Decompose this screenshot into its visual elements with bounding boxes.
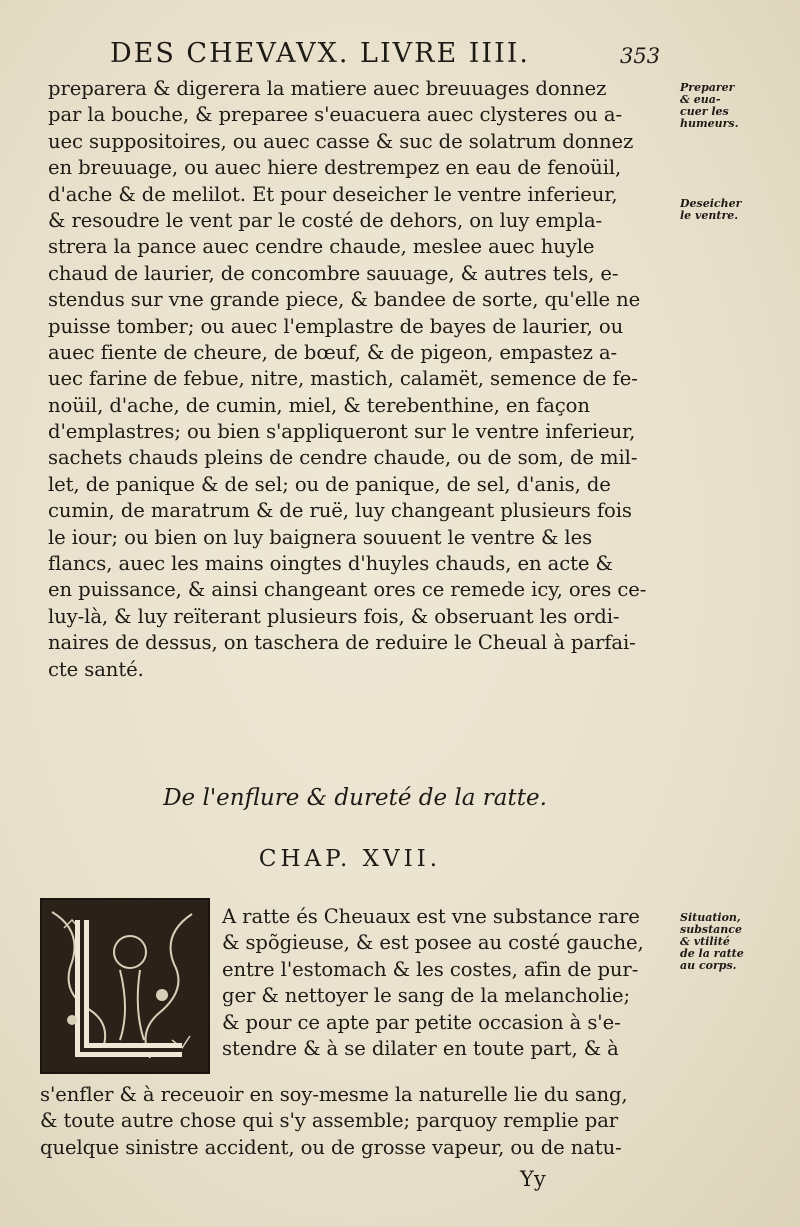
text-line: s'enfler & à receuoir en soy-mesme la naturelle lie du sang, [40, 1083, 628, 1106]
text-line: stendre & à se dilater en toute part, & à [222, 1036, 619, 1060]
text-line: d'ache & de melilot. Et pour deseicher le ventre inferieur, [48, 182, 618, 206]
text-line: quelque sinistre accident, ou de grosse vapeur, ou de natu- [40, 1135, 622, 1159]
running-title: DES CHEVAVX. LIVRE IIII. [110, 38, 531, 69]
text-line: & spõgieuse, & est posee au costé gauche, [222, 931, 644, 955]
margin-note-line: Preparer [680, 81, 735, 94]
margin-note-preparer [680, 82, 738, 130]
text-line: naires de dessus, on taschera de reduire le Cheual à parfai- [48, 631, 636, 655]
margin-note-deseicher [680, 198, 741, 222]
signature-mark: Yy [520, 1167, 546, 1191]
margin-note-line: humeurs. [680, 117, 739, 130]
text-line: sachets chauds pleins de cendre chaude, ou de som, de mil- [48, 446, 638, 470]
text-line: preparera & digerera la matiere auec breuuages donnez [48, 77, 607, 100]
text-line: uec farine de febue, nitre, mastich, calamët, semence de fe- [48, 367, 638, 391]
page-number: 353 [620, 44, 661, 68]
text-line: flancs, auec les mains oingtes d'huyles chauds, en acte & [48, 552, 613, 576]
woodcut-l-icon [42, 900, 208, 1072]
margin-note-line: Situation, [680, 911, 741, 924]
text-line: auec fiente de cheure, de bœuf, & de pigeon, empastez a- [48, 340, 618, 364]
text-line: par la bouche, & preparee s'euacuera auec clysteres ou a- [48, 103, 623, 127]
text-line: puisse tomber; ou auec l'emplastre de bayes de laurier, ou [48, 314, 624, 338]
text-line: luy-là, & luy reïterant plusieurs fois, & obseruant les ordi- [48, 604, 620, 628]
chapter-subtitle: De l'enflure & dureté de la ratte. [163, 785, 547, 811]
margin-note-line: au corps. [680, 959, 737, 972]
margin-note-situation [680, 912, 744, 972]
text-line: & resoudre le vent par le costé de dehors, on luy empla- [48, 208, 603, 232]
margin-note-line: le ventre. [680, 209, 739, 222]
text-line: & toute autre chose qui s'y assemble; parquoy remplie par [40, 1109, 619, 1133]
text-line: noüil, d'ache, de cumin, miel, & terebenthine, en façon [48, 393, 590, 417]
text-line: stendus sur vne grande piece, & bandee de sorte, qu'elle ne [48, 288, 641, 312]
text-line: en puissance, & ainsi changeant ores ce remede icy, ores ce- [48, 578, 647, 602]
decorated-initial-icon [40, 898, 210, 1074]
margin-note-line: de la ratte [680, 947, 744, 960]
chapter-text-indented [222, 904, 682, 1062]
margin-note-line: Deseicher [680, 197, 742, 210]
text-line: let, de panique & de sel; ou de panique, de sel, d'anis, de [48, 472, 611, 496]
text-line: & pour ce apte par petite occasion à s'e- [222, 1010, 621, 1034]
margin-note-line: cuer les [680, 105, 729, 118]
page-header [110, 38, 670, 78]
body-text [48, 76, 678, 683]
text-line: cte santé. [48, 657, 144, 681]
text-line: d'emplastres; ou bien s'appliqueront sur le ventre inferieur, [48, 420, 636, 444]
margin-note-line: substance [680, 923, 742, 936]
text-line: uec suppositoires, ou auec casse & suc de solatrum donnez [48, 129, 634, 153]
text-line: en breuuage, ou auec hiere destrempez en eau de fenoüil, [48, 156, 622, 180]
margin-note-line: & eua- [680, 93, 721, 106]
chapter-text-full [40, 1082, 680, 1161]
text-line: cumin, de maratrum & de ruë, luy changeant plusieurs fois [48, 499, 632, 523]
text-line: A ratte és Cheuaux est vne substance rare [222, 905, 640, 928]
margin-note-line: & vtilité [680, 935, 730, 948]
text-line: strera la pance auec cendre chaude, meslee auec huyle [48, 235, 595, 259]
chapter-heading: CHAP. XVII. [258, 846, 442, 872]
text-line: entre l'estomach & les costes, afin de pur- [222, 957, 639, 981]
text-line: le iour; ou bien on luy baignera souuent le ventre & les [48, 525, 593, 549]
text-line: chaud de laurier, de concombre sauuage, & autres tels, e- [48, 261, 619, 285]
text-line: ger & nettoyer le sang de la melancholie; [222, 984, 630, 1008]
